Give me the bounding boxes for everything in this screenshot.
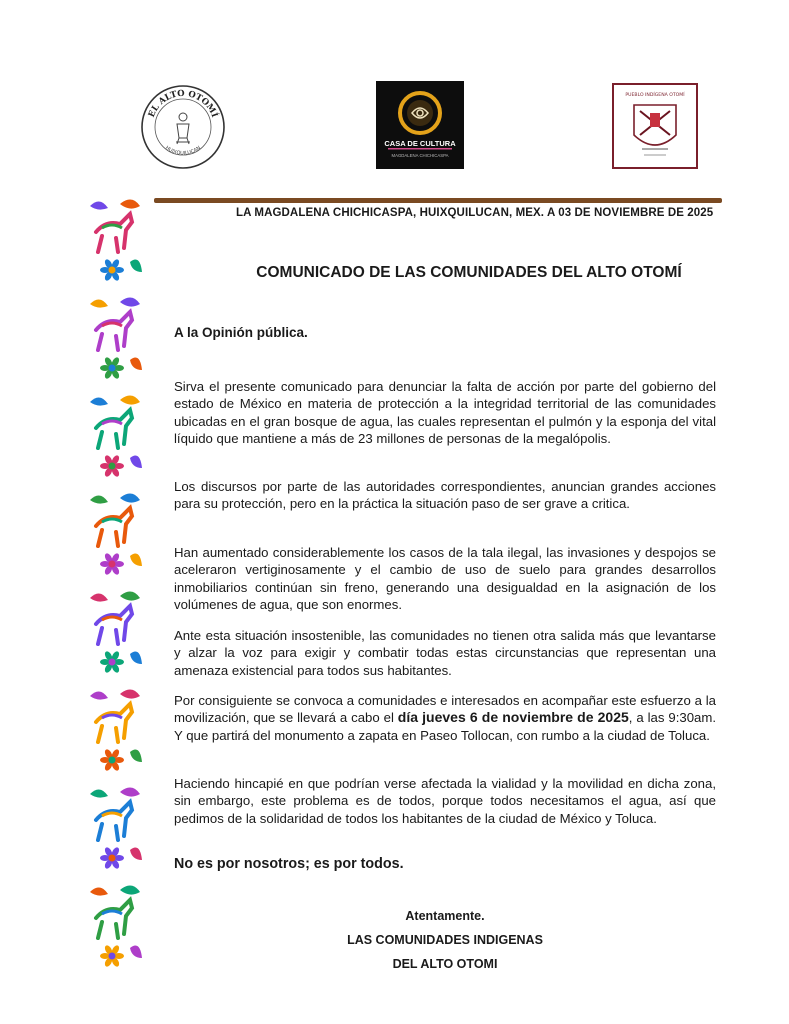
deer-motif-stripe [102, 617, 122, 620]
header-divider-rule [154, 198, 722, 203]
flower-center [109, 267, 116, 274]
deer-motif [96, 508, 132, 546]
signature-line-1: Atentamente. [405, 909, 485, 923]
dateline: LA MAGDALENA CHICHICASPA, HUIXQUILUCAN, MEX. A 03 DE NOVIEMBRE DE 2025 [236, 207, 714, 219]
deer-motif [96, 410, 132, 448]
el-alto-otomi-seal-logo [140, 84, 226, 170]
paragraph-5-start: Por consiguiente se convoca a comunidades e interesados en acompañar este esfuerzo a la movilización, que se llevará a cabo el [174, 693, 716, 726]
casa-de-cultura-logo [376, 81, 464, 169]
leaf-motif [90, 593, 108, 601]
leaf-motif [120, 297, 140, 306]
deer-motif [96, 802, 132, 840]
deer-motif [96, 704, 132, 742]
march-date-highlight: día jueves 6 de noviembre de 2025 [397, 709, 629, 726]
communique-title: COMUNICADO DE LAS COMUNIDADES DEL ALTO OTOMÍ [256, 264, 682, 281]
leaf-motif [130, 456, 142, 468]
svg-text:CASA DE CULTURA: CASA DE CULTURA [384, 139, 456, 148]
paragraph-1: Sirva el presente comunicado para denunciar la falta de acción por parte del gobierno del estado de México en materia de protección a la integridad territorial de las comunidades ubicadas en el gran bosque de agua, las cuales representan el pulmón y la esponja del vital líquido que mantiene a más de 23 millones de personas de la megalópolis. [174, 379, 716, 446]
flower-center [109, 463, 116, 470]
leaf-motif [90, 887, 108, 895]
deer-motif-stripe [102, 911, 122, 914]
flower-center [109, 757, 116, 764]
svg-text:MAGDALENA CHICHICASPA: MAGDALENA CHICHICASPA [391, 153, 449, 158]
leaf-motif [130, 554, 142, 566]
deer-motif [96, 312, 132, 350]
deer-motif-stripe [102, 715, 122, 718]
leaf-motif [120, 199, 140, 208]
paragraph-3: Han aumentado considerablemente los casos de la tala ilegal, las invasiones y despojos se aceleraron vertiginosamente y el cambio de uso de suelo para grandes desarrollos inmobiliarios continúan sin freno, generando una desigualdad en la asignación de los volúmenes de agua, que son enormes. [174, 545, 716, 612]
leaf-motif [120, 787, 140, 796]
leaf-motif [130, 946, 142, 958]
pueblo-indigena-emblem-logo [612, 83, 698, 169]
leaf-motif [90, 299, 108, 307]
signature-line-2: LAS COMUNIDADES INDIGENAS [347, 933, 543, 947]
closing-slogan: No es por nosotros; es por todos. [174, 856, 404, 872]
paragraph-5-end: , a las 9:30am. Y que partirá del monumento a zapata en Paseo Tollocan, con rumbo a la ciudad de Toluca. [174, 710, 717, 743]
paragraph-5 [174, 692, 716, 744]
deer-motif-stripe [102, 813, 122, 816]
flower-center [109, 659, 116, 666]
leaf-motif [120, 493, 140, 502]
leaf-motif [130, 848, 142, 860]
leaf-motif [120, 689, 140, 698]
leaf-motif [120, 591, 140, 600]
leaf-motif [130, 358, 142, 370]
flower-center [109, 365, 116, 372]
deer-motif [96, 606, 132, 644]
leaf-motif [130, 750, 142, 762]
paragraph-6: Haciendo hincapié en que podrían verse afectada la vialidad y la movilidad en dicha zona, sin embargo, este problema es de todos, porque todos necesitamos el agua, así que pedimos de la solidaridad de todos los habitantes de la ciudad de México y Toluca. [174, 776, 716, 826]
leaf-motif [90, 201, 108, 209]
deer-motif [96, 900, 132, 938]
signature-line-3: DEL ALTO OTOMI [392, 957, 498, 971]
deer-motif [96, 214, 132, 252]
flower-center [109, 953, 116, 960]
leaf-motif [120, 395, 140, 404]
deer-motif-stripe [102, 519, 122, 522]
svg-text:PUEBLO INDÍGENA OTOMÍ: PUEBLO INDÍGENA OTOMÍ [625, 93, 685, 98]
leaf-motif [90, 789, 108, 797]
otomi-embroidery-border [86, 192, 142, 977]
leaf-motif [90, 691, 108, 699]
svg-text:HUIXQUILUCAN: HUIXQUILUCAN [164, 145, 202, 157]
deer-motif-stripe [102, 323, 122, 326]
leaf-motif [130, 652, 142, 664]
paragraph-2: Los discursos por parte de las autoridades correspondientes, anuncian grandes acciones para su protección, pero en la práctica la situación paso de ser grave a critica. [174, 479, 716, 512]
flower-center [109, 561, 116, 568]
flower-center [109, 855, 116, 862]
svg-text:EL ALTO OTOMÍ: EL ALTO OTOMÍ [146, 88, 220, 119]
salutation: A la Opinión pública. [174, 325, 308, 340]
leaf-motif [90, 495, 108, 503]
leaf-motif [90, 397, 108, 405]
leaf-motif [120, 885, 140, 894]
deer-motif-stripe [102, 421, 122, 424]
deer-motif-stripe [102, 225, 122, 228]
leaf-motif [130, 260, 142, 272]
paragraph-4: Ante esta situación insostenible, las comunidades no tienen otra salida más que levantarse y alzar la voz para exigir y combatir todas estas circunstancias que representan una amenaza existencial para todos sus habitantes. [174, 628, 716, 678]
